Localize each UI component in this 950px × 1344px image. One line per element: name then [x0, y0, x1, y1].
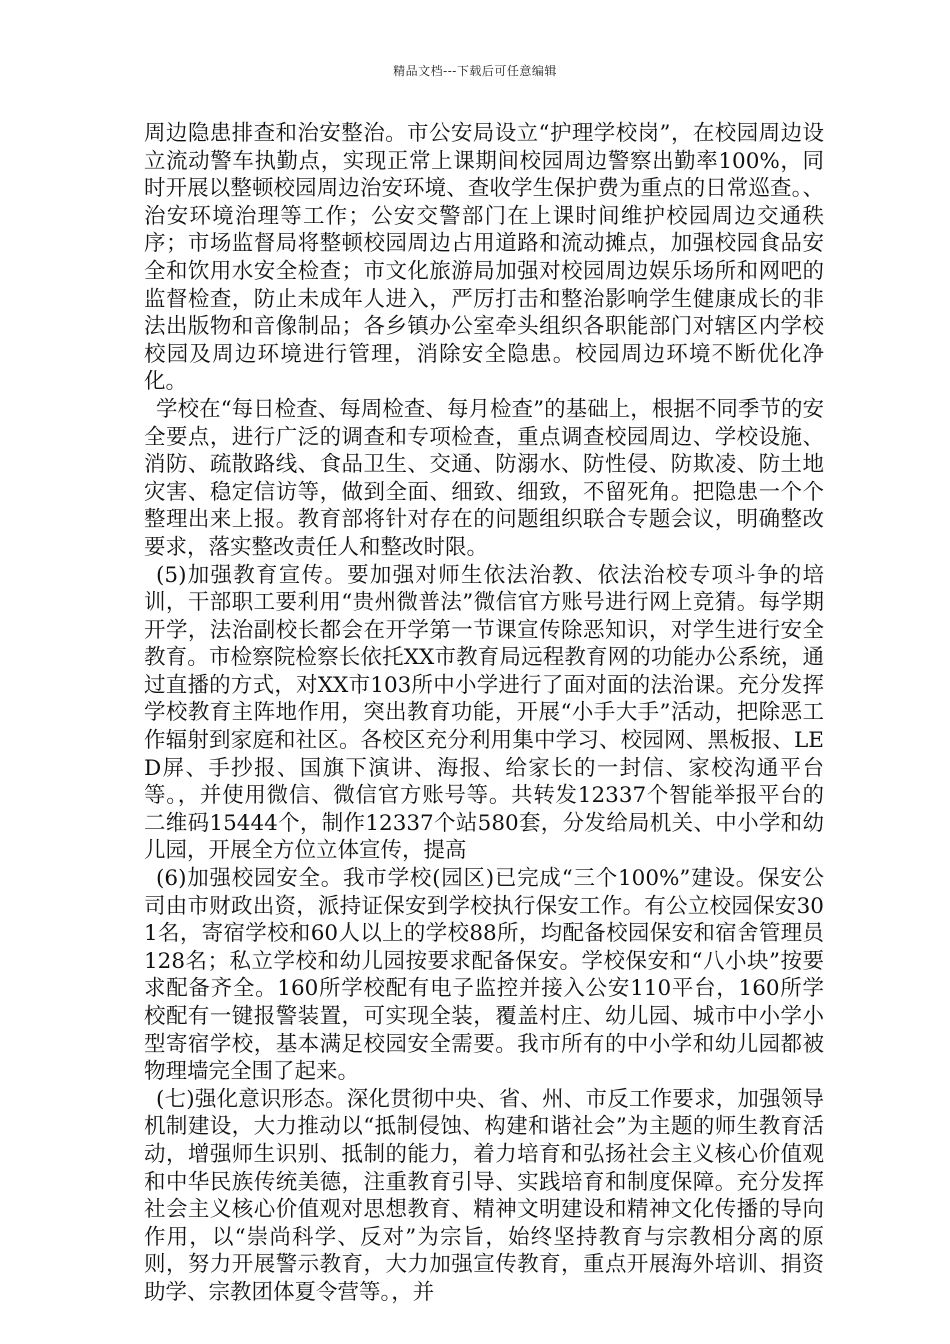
paragraph-campus-safety: (6)加强校园安全。我市学校(园区)已完成“三个100%”建设。保安公司由市财政出资，派持证保安到学校执行保安工作。有公立校园保安301名，寄宿学校和60人以上的学校88所，均配备校园保安和宿舍管理员128名；私立学校和幼儿园按要求配备保安。学校保安和“八小块”按要求配备齐全。160所学校配有电子监控并接入公安110平台，160所学校配有一键报警装置，可实现全装，覆盖村庄、幼儿园、城市中小学小型寄宿学校，基本满足校园安全需要。我市所有的中小学和幼儿园都被物理墙完全围了起来。: [144, 866, 824, 1085]
paragraph-school-inspection: 学校在“每日检查、每周检查、每月检查”的基础上，根据不同季节的安全要点，进行广泛的调查和专项检查，重点调查校园周边、学校设施、消防、疏散路线、食品卫生、交通、防溺水、防性侵、防欺凌、防土地灾害、稳定信访等，做到全面、细致、细致，不留死角。把隐患一个个整理出来上报。教育部将针对存在的问题组织联合专题会议，明确整改要求，落实整改责任人和整改时限。: [144, 396, 824, 560]
page-header: 精品文档---下载后可任意编辑: [393, 64, 557, 78]
paragraph-education-publicity: (5)加强教育宣传。要加强对师生依法治教、依法治校专项斗争的培训，干部职工要利用“贵州微普法”微信官方账号进行网上竞猜。每学期开学，法治副校长都会在开学第一节课宣传除恶知识，对学生进行安全教育。市检察院检察长依托XX市教育局远程教育网的功能办公系统，通过直播的方式，对XX市103所中小学进行了面对面的法治课。充分发挥学校教育主阵地作用，突出教育功能，开展“小手大手”活动，把除恶工作辐射到家庭和社区。各校区充分利用集中学习、校园网、黑板报、LED屏、手抄报、国旗下演讲、海报、给家长的一封信、家校沟通平台等。，并使用微信、微信官方账号等。共转发12337个智能举报平台的二维码15444个，制作12337个站580套，分发给局机关、中小学和幼儿园，开展全方位立体宣传，提高: [144, 562, 824, 864]
document-body: [144, 120, 824, 1307]
paragraph-ideology: (七)强化意识形态。深化贯彻中央、省、州、市反工作要求，加强领导机制建设，大力推动以“抵制侵蚀、构建和谐社会”为主题的师生教育活动，增强师生识别、抵制的能力，着力培育和弘扬社会主义核心价值观和中华民族传统美德，注重教育引导、实践培育和制度保障。充分发挥社会主义核心价值观对思想教育、精神文明建设和精神文化传播的导向作用，以“崇尚科学、反对”为宗旨，始终坚持教育与宗教相分离的原则，努力开展警示教育，大力加强宣传教育，重点开展海外培训、捐资助学、宗教团体夏令营等。，并: [144, 1086, 824, 1305]
paragraph-campus-surroundings: 周边隐患排查和治安整治。市公安局设立“护理学校岗”，在校园周边设立流动警车执勤点，实现正常上课期间校园周边警察出勤率100%，同时开展以整顿校园周边治安环境、查收学生保护费为重点的日常巡查。、治安环境治理等工作；公安交警部门在上课时间维护校园周边交通秩序；市场监督局将整顿校园周边占用道路和流动摊点，加强校园食品安全和饮用水安全检查；市文化旅游局加强对校园周边娱乐场所和网吧的监督检查，防止未成年人进入，严厉打击和整治影响学生健康成长的非法出版物和音像制品；各乡镇办公室牵头组织各职能部门对辖区内学校校园及周边环境进行管理，消除安全隐患。校园周边环境不断优化净化。: [144, 121, 824, 395]
